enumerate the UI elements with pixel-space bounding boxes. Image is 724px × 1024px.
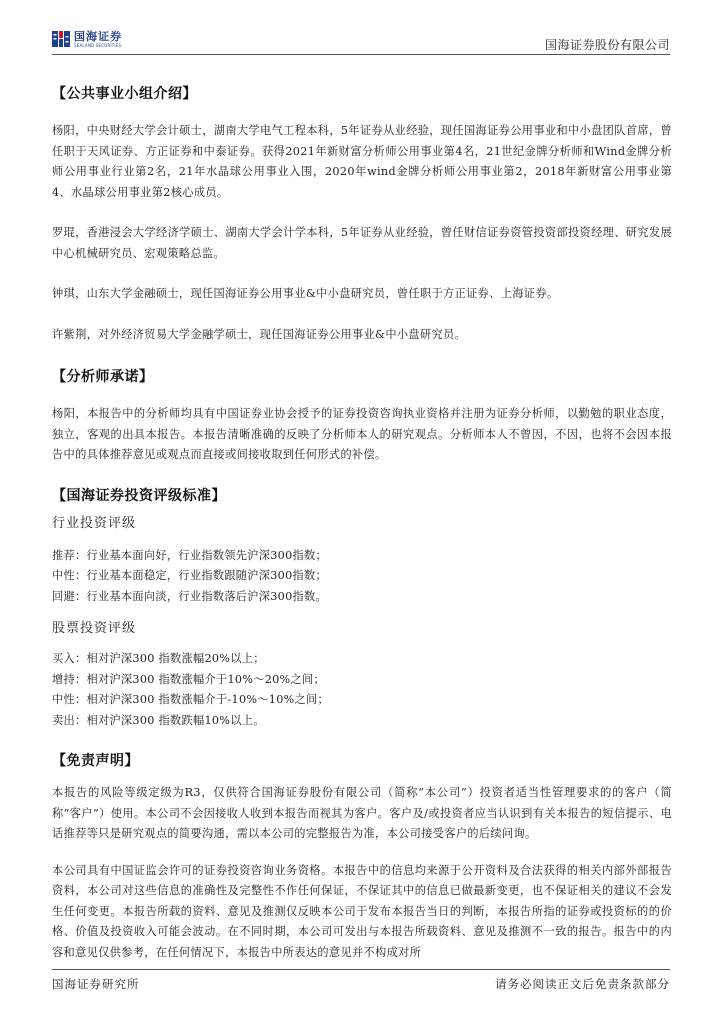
footer-disclaimer-note: 请务必阅读正文后免责条款部分 (495, 977, 670, 991)
footer-institute: 国海证券研究所 (52, 977, 140, 991)
section-title-commitment: 【分析师承诺】 (52, 369, 154, 385)
company-logo (52, 30, 122, 48)
disclaimer-qualification: 本公司具有中国证监会许可的证券投资咨询业务资格。本报告中的信息均来源于公开资料及合法获得的相关内部外部报告资料，本公司对这些信息的准确性及完整性不作任何保证，不保证其中的信息已做最新变更，也不保证相关的建议不会发生任何变更。本报告所载的资料、意见及推测仅反映本公司于发布本报告当日的判断，本报告所指的证券或投资标的的价格、价值及投资收入可能会波动。在不同时期，本公司可发出与本报告所载资料、意见及推测不一致的报告。报告中的内容和意见仅供参考，在任何情况下，本报告中所表达的意见并不构成对所 (52, 863, 672, 959)
team-bio-yangyang: 杨阳，中央财经大学会计硕士，湖南大学电气工程本科，5年证券从业经验，现任国海证券公用事业和中小盘团队首席，曾任职于天风证券、方正证券和中泰证券。获得2021年新财富分析师公用事业第4名，21世纪金牌分析师和Wind金牌分析师公用事业行业第2名，21年水晶球公用事业入围，2020年wind金牌分析师公用事业第2，2018年新财富公用事业第4、水晶球公用事业第2核心成员。 (52, 124, 672, 199)
header-divider (52, 54, 670, 55)
stock-rating-item: 卖出：相对沪深300 指数跌幅10%以上。 (52, 713, 265, 727)
page-content (52, 82, 672, 963)
section-title-team: 【公共事业小组介绍】 (52, 86, 197, 102)
industry-rating-title: 行业投资评级 (52, 515, 137, 531)
industry-rating-item: 推荐：行业基本面向好，行业指数领先沪深300指数； (52, 548, 327, 562)
team-bio-zhongqi: 钟琪，山东大学金融硕士，现任国海证券公用事业&中小盘研究员，曾任职于方正证券、上海证券。 (52, 287, 559, 300)
team-bio-xuzijing: 许紫荆，对外经济贸易大学金融学硕士，现任国海证券公用事业&中小盘研究员。 (52, 327, 467, 341)
section-title-disclaimer: 【免责声明】 (52, 753, 139, 769)
section-title-rating: 【国海证券投资评级标准】 (52, 487, 226, 504)
analyst-commitment-text: 杨阳，本报告中的分析师均具有中国证券业协会授予的证券投资咨询执业资格并注册为证券分析师，以勤勉的职业态度，独立，客观的出具本报告。本报告清晰准确的反映了分析师本人的研究观点。分析师本人不曾因，不因，也将不会因本报告中的具体推荐意见或观点而直接或间接收取到任何形式的补偿。 (52, 407, 672, 461)
team-bio-luokun: 罗琨，香港浸会大学经济学硕士、湖南大学会计学本科，5年证券从业经验，曾任财信证券资管投资部投资经理、研究发展中心机械研究员、宏观策略总监。 (52, 226, 672, 260)
logo-chinese-name: 国海证券 (74, 29, 122, 43)
header-company-name: 国海证券股份有限公司 (544, 38, 670, 52)
stock-rating-item: 买入：相对沪深300 指数涨幅20%以上； (52, 652, 265, 665)
stock-rating-title: 股票投资评级 (52, 621, 137, 636)
page-header (0, 0, 724, 58)
industry-rating-item: 回避：行业基本面向淡，行业指数落后沪深300指数。 (52, 589, 327, 603)
industry-rating-item: 中性：行业基本面稳定，行业指数跟随沪深300指数； (52, 569, 327, 582)
sealand-logo-icon (52, 30, 70, 48)
footer-divider (52, 969, 670, 970)
stock-rating-item: 中性：相对沪深300 指数涨幅介于-10%～10%之间； (52, 693, 330, 706)
logo-english-name: SEALAND SECURITIES (74, 42, 122, 48)
disclaimer-risk-level: 本报告的风险等级定级为R3，仅供符合国海证券股份有限公司（简称“本公司”）投资者适当性管理要求的的客户（简称“客户”）使用。本公司不会因接收人收到本报告而视其为客户。客户及/或投资者应当认识到有关本报告的短信提示、电话推荐等只是研究观点的简要沟通，需以本公司的完整报告为准，本公司接受客户的后续问询。 (52, 786, 672, 840)
stock-rating-item: 增持：相对沪深300 指数涨幅介于10%～20%之间； (52, 672, 325, 686)
